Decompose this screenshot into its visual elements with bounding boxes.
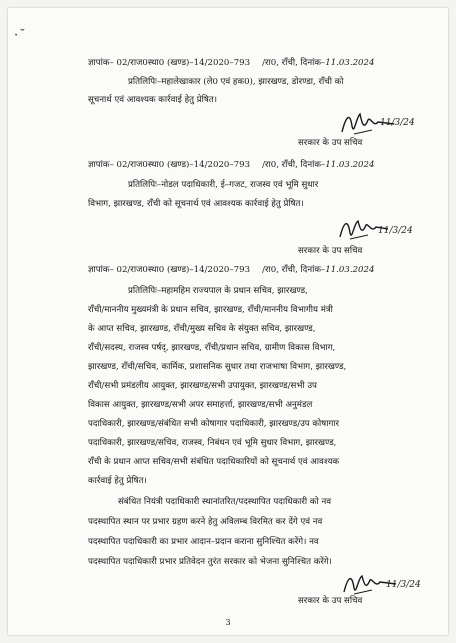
memo-date: 11.03.2024 — [325, 160, 375, 170]
distribution-line: के आप्त सचिव, झारखण्ड, राँची/मुख्य सचिव के संयुक्त सचिव, झारखण्ड, — [88, 324, 316, 334]
instruction-line: पदस्थापित पदाधिकारी का प्रभार आदान–प्रदान कराना सुनिश्चित करेंगे। नव — [88, 537, 319, 547]
page-number: 3 — [225, 618, 231, 627]
distribution-line: विकास आयुक्त, झारखण्ड/सभी अपर समाहर्त्ता, झारखण्ड/सभी अनुमंडल — [88, 400, 313, 410]
memo-place: /रा0, राँची, दिनांक– — [262, 58, 326, 68]
memo-place: /रा0, राँची, दिनांक– — [262, 160, 326, 170]
memo-header-1 — [88, 55, 374, 72]
memo-line-1-2: सूचनार्थ एवं आवश्यक कार्रवाई हेतु प्रेषित। — [88, 95, 218, 105]
distribution-line: पदाधिकारी, झारखण्ड/संबंधित सभी कोषागार पदाधिकारी, झारखण्ड/उप कोषागार — [88, 419, 340, 429]
distribution-line: राँची/सदस्य, राजस्व पर्षद्, झारखण्ड, राँची/प्रधान सचिव, ग्रामीण विकास विभाग, — [88, 343, 336, 353]
distribution-line: कार्रवाई हेतु प्रेषित। — [88, 476, 147, 486]
signatory-label-1: सरकार के उप सचिव — [298, 138, 363, 148]
memo-date: 11.03.2024 — [325, 265, 375, 275]
document-page — [8, 8, 448, 635]
memo-header-3 — [88, 262, 374, 279]
corner-mark: ·˘ — [14, 28, 27, 43]
memo-line-2-1: प्रतिलिपिः–नोडल पदाधिकारी, ई–गजट, राजस्व एवं भूमि सुधार — [128, 180, 319, 190]
signatory-label-3: सरकार के उप सचिव — [298, 596, 363, 606]
instruction-line: पदस्थापित स्थान पर प्रभार ग्रहण करने हेतु अविलम्ब विरमित कर देंगे एवं नव — [88, 517, 323, 527]
instruction-line: पदस्थापित पदाधिकारी प्रभार प्रतिवेदन तुरंत सरकार को भेजना सुनिश्चित करेंगे। — [88, 557, 332, 567]
distribution-line: राँची/सभी प्रमंडलीय आयुक्त, झारखण्ड/सभी उपायुक्त, झारखण्ड/सभी उप — [88, 381, 317, 391]
instruction-line: संबंधित नियंत्री पदाधिकारी स्थानांतरित/पदस्थापित पदाधिकारी को नव — [118, 497, 331, 507]
memo-number: ज्ञापांक– 02/राज0स्था0 (खण्ड)–14/2020–793 — [88, 265, 251, 275]
signatory-label-2: सरकार के उप सचिव — [298, 246, 363, 256]
memo-number: ज्ञापांक– 02/राज0स्था0 (खण्ड)–14/2020–793 — [88, 58, 251, 68]
memo-line-1-1: प्रतिलिपिः–महालेखाकार (ले0 एवं हक0), झारखण्ड, डोरण्डा, राँची को — [128, 77, 344, 87]
memo-place: /रा0, राँची, दिनांक– — [262, 265, 326, 275]
signature-date-3: 11/3/24 — [386, 580, 421, 590]
memo-number: ज्ञापांक– 02/राज0स्था0 (खण्ड)–14/2020–793 — [88, 160, 251, 170]
distribution-line: झारखण्ड, राँची/सचिव, कार्मिक, प्रशासनिक सुधार तथा राजभाषा विभाग, झारखण्ड, — [88, 362, 347, 372]
distribution-line: पदाधिकारी, झारखण्ड/सचिव, राजस्व, निबंधन एवं भूमि सुधार विभाग, झारखण्ड, — [88, 438, 337, 448]
distribution-line: प्रतिलिपिः–महामहिम राज्यपाल के प्रधान सचिव, झारखण्ड, — [128, 286, 308, 296]
memo-header-2 — [88, 157, 374, 174]
signature-date-2: 11/3/24 — [378, 226, 413, 236]
distribution-line: राँची के प्रधान आप्त सचिव/सभी संबंधित पदाधिकारियों को सूचनार्थ एवं आवश्यक — [88, 457, 340, 467]
signature-date-1: 11/3/24 — [380, 118, 415, 128]
memo-date: 11.03.2024 — [325, 58, 375, 68]
distribution-line: राँची/माननीय मुख्यमंत्री के प्रधान सचिव, झारखण्ड, राँची/माननीय विभागीय मंत्री — [88, 305, 333, 315]
memo-line-2-2: विभाग, झारखण्ड, राँची को सूचनार्थ एवं आवश्यक कार्रवाई हेतु प्रेषित। — [88, 199, 304, 209]
